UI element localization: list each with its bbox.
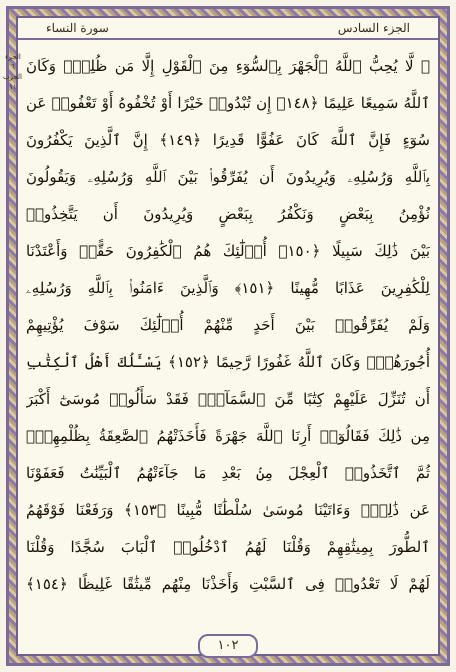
text-line: ثُمَّ ٱتَّخَذُوا۟ ٱلْعِجْلَ مِنۢ بَعْدِ مَا جَآءَتْهُمُ ٱلْبَيِّنَٰتُ فَعَفَوْنَا [26, 464, 430, 482]
text-line: سُوٓءٍ فَإِنَّ ٱللَّهَ كَانَ عَفُوًّا قَدِيرًا ﴿١٤٩﴾ إِنَّ ٱلَّذِينَ يَكْفُرُونَ [26, 131, 430, 149]
text-line: ۞ لَّا يُحِبُّ ٱللَّهُ ٱلْجَهْرَ بِٱلسُّوٓءِ مِنَ ٱلْقَوْلِ إِلَّا مَن ظُلِمَۚ وَكَانَ [26, 57, 430, 75]
text-line: مِن ذَٰلِكَ فَقَالُوٓا۟ أَرِنَا ٱللَّهَ جَهْرَةً فَأَخَذَتْهُمُ ٱلصَّٰعِقَةُ بِظُلْمِهِمْۚ [26, 427, 430, 445]
text-line: بِٱللَّهِ وَرُسُلِهِۦ وَيُرِيدُونَ أَن يُفَرِّقُوا۟ بَيْنَ ٱللَّهِ وَرُسُلِهِۦ وَيَقُولُونَ [26, 168, 430, 186]
page-border-inner [2, 16, 440, 656]
quran-text [26, 48, 430, 630]
text-line: وَلَمْ يُفَرِّقُوا۟ بَيْنَ أَحَدٍ مِّنْهُمْ أُو۟لَٰٓئِكَ سَوْفَ يُؤْتِيهِمْ [26, 316, 430, 334]
text-line: لَهُمْ لَا تَعْدُوا۟ فِى ٱلسَّبْتِ وَأَخَذْنَا مِنْهُم مِّيثَٰقًا غَلِيظًا ﴿١٥٤﴾ [26, 575, 430, 593]
juz-title: الجزء السادس [337, 21, 410, 35]
surah-title: سورة النساء [46, 21, 109, 35]
hizb-marker: الجزء ٦ الحزب ١١ [2, 53, 22, 91]
text-line: ٱلطُّورَ بِمِيثَٰقِهِمْ وَقُلْنَا لَهُمُ ٱدْخُلُوا۟ ٱلْبَابَ سُجَّدًا وَقُلْنَا [26, 538, 430, 556]
page-number: ١٠٢ [198, 634, 258, 658]
text-line: نُؤْمِنُ بِبَعْضٍ وَنَكْفُرُ بِبَعْضٍ وَيُرِيدُونَ أَن يَتَّخِذُوا۟ [26, 205, 430, 223]
text-line: بَيْنَ ذَٰلِكَ سَبِيلًا ﴿١٥٠﴾ أُو۟لَٰٓئِكَ هُمُ ٱلْكَٰفِرُونَ حَقًّاۚ وَأَعْتَدْنَا [26, 242, 430, 260]
text-line: لِلْكَٰفِرِينَ عَذَابًا مُّهِينًا ﴿١٥١﴾ وَٱلَّذِينَ ءَامَنُوا۟ بِٱللَّهِ وَرُسُلِهِۦ [26, 279, 430, 297]
text-line: أُجُورَهُمْۗ وَكَانَ ٱللَّهُ غَفُورًا رَّحِيمًا ﴿١٥٢﴾ يَسْـَٔلُكَ أَهْلُ ٱلْكِتَٰبِ [26, 353, 430, 371]
page-header [18, 18, 438, 40]
text-line: أَن تُنَزِّلَ عَلَيْهِمْ كِتَٰبًا مِّنَ ٱلسَّمَآءِۚ فَقَدْ سَأَلُوا۟ مُوسَىٰٓ أَكْبَرَ [26, 390, 430, 408]
text-line: ٱللَّهُ سَمِيعًا عَلِيمًا ﴿١٤٨﴾ إِن تُبْدُوا۟ خَيْرًا أَوْ تُخْفُوهُ أَوْ تَعْفُوا۟ عَن [26, 94, 430, 112]
text-line: عَن ذَٰلِكَۚ وَءَاتَيْنَا مُوسَىٰ سُلْطَٰنًا مُّبِينًا ﴿١٥٣﴾ وَرَفَعْنَا فَوْقَهُمُ [26, 501, 430, 519]
